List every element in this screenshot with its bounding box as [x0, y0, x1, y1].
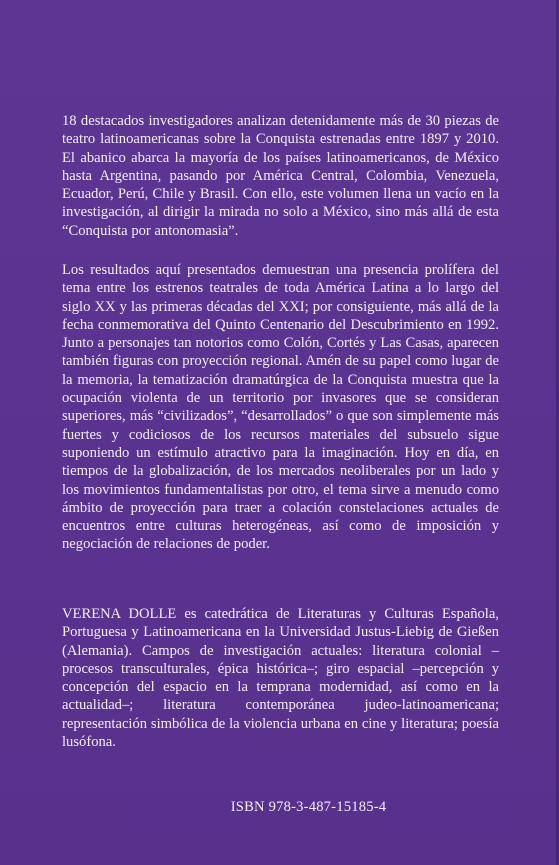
- isbn-label: ISBN 978-3-487-15185-4: [230, 799, 387, 815]
- summary-paragraph-2: Los resultados aquí presentados demuestran una presencia prolífera del tema entre los estrenos teatrales de toda América Latina a lo largo del siglo XX y las primeras décadas del XXI; por consiguiente, más allá de la fecha conmemorativa del Quinto Centenario del Descubrimiento en 1992. Junto a personajes tan notorios como Colón, Cortés y Las Casas, aparecen también figuras con proyección regional. Amén de su papel como lugar de la memoria, la tematización dramatúrgica de la Conquista muestra que la ocupación violenta de un territorio por invasores que se consideran superiores, más “civilizados”, “desarrollados” o que son simplemente más fuertes y codiciosos de los recursos materiales del subsuelo sigue suponiendo un estímulo atractivo para la imaginación. Hoy en día, en tiempos de la globalización, de los mercados neoliberales por un lado y los movimientos fundamentalistas por otro, el tema sirve a menudo como ámbito de proyección para traer a colación constelaciones actuales de encuentros entre culturas heterogéneas, así como de imposición y negociación de relaciones de poder.: [62, 262, 499, 553]
- author-bio-paragraph: VERENA DOLLE es catedrática de Literaturas y Culturas Española, Portuguesa y Latinoamericana en la Universidad Justus-Liebig de Gießen (Alemania). Campos de investigación actuales: literatura colonial –procesos transculturales, épica histórica–; giro espacial –percepción y concepción del espacio en la temprana modernidad, así como en la actualidad–; literatura contemporánea judeo-latinoamericana; representación simbólica de la violencia urbana en cine y literatura; poesía lusófona.: [62, 606, 499, 751]
- summary-paragraph-1: 18 destacados investigadores analizan detenidamente más de 30 piezas de teatro latinoamericanas sobre la Conquista estrenadas entre 1897 y 2010. El abanico abarca la mayoría de los países latinoamericanos, de México hasta Argentina, pasando por América Central, Colombia, Venezuela, Ecuador, Perú, Chile y Brasil. Con ello, este volumen llena un vacío en la investigación, al dirigir la mirada no solo a México, sino más allá de esta “Conquista por antonomasia”.: [62, 113, 499, 239]
